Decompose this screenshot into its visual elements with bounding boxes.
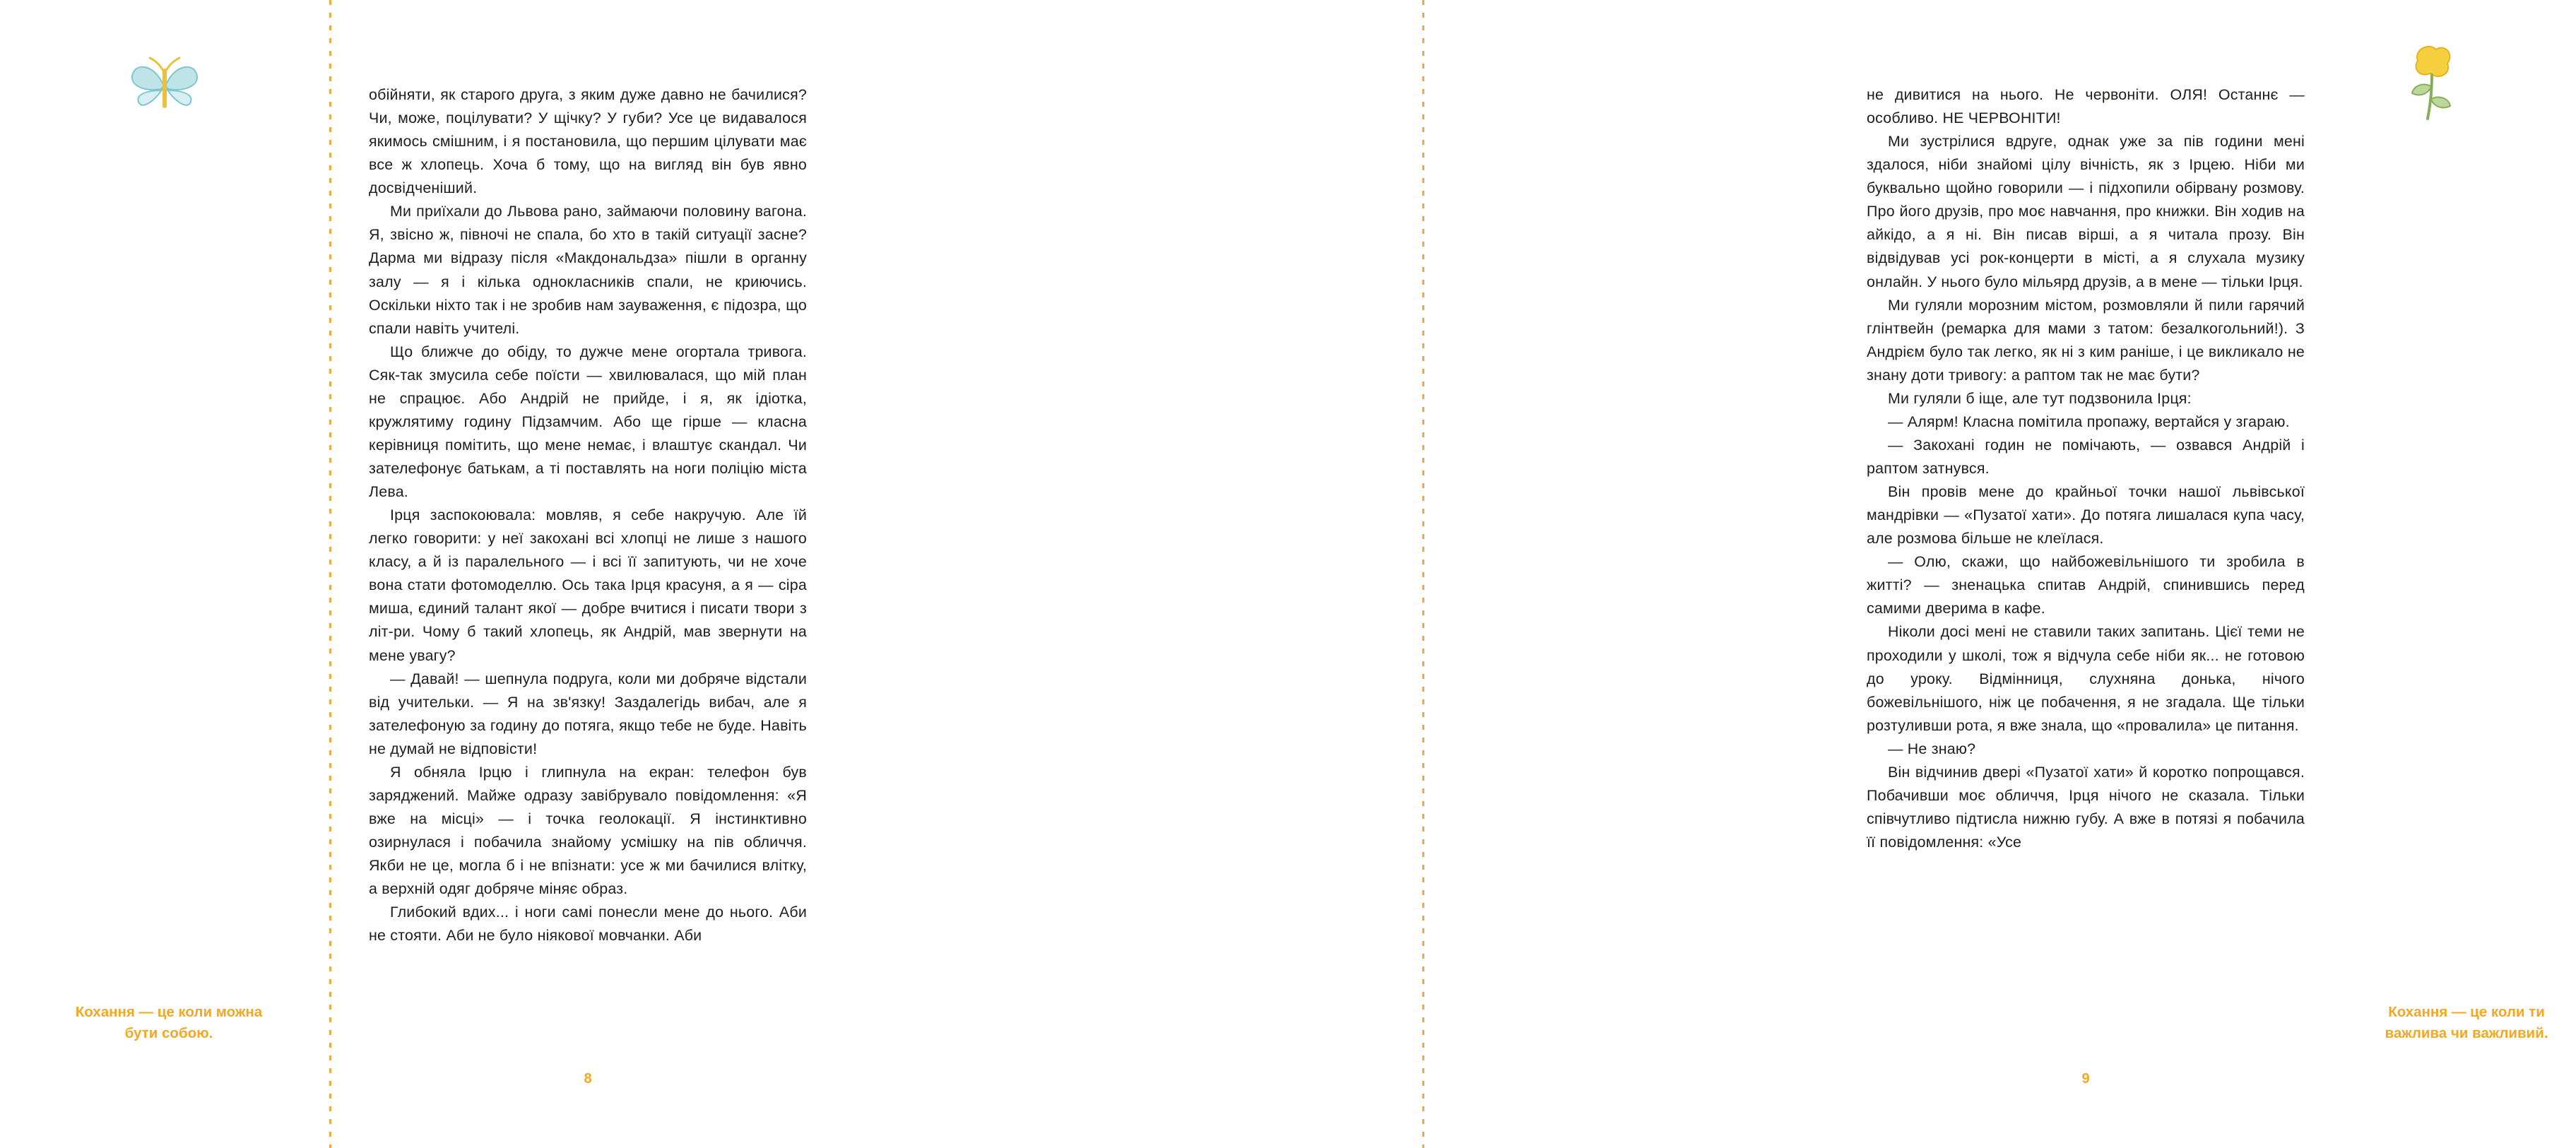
paragraph: Ми гуляли морозним містом, розмовляли й пили гарячий глінтвейн (ремарка для мами з татом: безалкогольний!). З Андрієм було так легко, як ні з ким раніше, і це викликало не знану доти тривогу: а раптом так не має бути? xyxy=(1867,296,2305,384)
butterfly-icon xyxy=(119,41,211,133)
paragraph: — Алярм! Класна помітила пропажу, вертайся у згараю. xyxy=(1888,413,2290,430)
paragraph: не дивитися на нього. Не червоніти. ОЛЯ! Останнє — особливо. НЕ ЧЕРВОНІТИ! xyxy=(1867,86,2305,127)
left-margin-column xyxy=(0,0,329,1148)
sidebar-quote-right: Кохання — це коли ти важлива чи важливий. xyxy=(2385,1004,2548,1041)
sidebar-quote-left: Кохання — це коли можна бути собою. xyxy=(75,1004,263,1041)
paragraph: Він відчинив двері «Пузатої хати» й коротко попрощався. Побачивши моє обличчя, Ірця нічого не сказала. Тільки співчутливо підтисла нижню губу. А вже в потязі я побачила її повідомлення: «Усе xyxy=(1867,763,2305,851)
paragraph: обійняти, як старого друга, з яким дуже давно не бачилися? Чи, може, поцілувати? У щічку? У губи? Усе це видавалося якимось смішним, і я постановила, що першим цілувати має все ж хлопець. Хоча б тому, що на вигляд він був явно досвідченіший. xyxy=(369,86,807,197)
paragraph: Я обняла Ірцю і глипнула на екран: телефон був заряджений. Майже одразу завібрувало повідомлення: «Я вже на місці» — і точка геолокації. Я інстинктивно озирнулася і побачила знайому усмішку на пів обличчя. Якби не це, могла б і не впізнати: усе ж ми бачилися влітку, а верхній одяг добряче міняє образ. xyxy=(369,763,807,898)
page-number-left: 8 xyxy=(584,1071,592,1087)
paragraph: Ірця заспокоювала: мовляв, я себе накручую. Але їй легко говорити: у неї закохані всі хлопці не лише з нашого класу, а й із паралельного — і всі її запитують, чи не хоче вона стати фотомоделлю. Ось така Ірця красуня, а я — сіра миша, єдиний талант якої — добре вчитися і писати твори з літ-ри. Чому б такий хлопець, як Андрій, мав звернути на мене увагу? xyxy=(369,507,807,664)
paragraph: — Не знаю? xyxy=(1888,740,1976,757)
paragraph: Він провів мене до крайньої точки нашої львівської мандрівки — «Пузатої хати». До потяга лишалася купа часу, але розмова більше не клеїлася. xyxy=(1867,483,2305,548)
page-number-right: 9 xyxy=(2081,1071,2090,1087)
page-left xyxy=(0,0,876,1148)
paragraph: Ми зустрілися вдруге, однак уже за пів години мені здалося, ніби знайомі цілу вічність, як з Ірцею. Ніби ми буквально щойно говорили — і підхопили обірвану розмову. Про його друзів, про моє навчання, про книжки. Він ходив на айкідо, а я ні. Він писав вірші, а я читала прозу. Він відвідував усі рок-концерти в місті, а я слухала музику онлайн. У нього було мільярд друзів, а в мене — тільки Ірця. xyxy=(1867,133,2305,290)
paragraph: Ми гуляли б іще, але тут подзвонила Ірця: xyxy=(1888,389,2192,407)
paragraph: Що ближче до обіду, то дужче мене огортала тривога. Сяк-так змусила себе поїсти — хвилювалася, що мій план не спрацює. Або Андрій не прийде, і я, як ідіотка, кружлятиму годину Підзамчим. Або ще гірше — класна керівниця помітить, що мене немає, і влаштує скандал. Чи зателефонує батькам, а ті поставлять на ноги поліцію міста Лева. xyxy=(369,343,807,501)
paragraph: Ми приїхали до Львова рано, займаючи половину вагона. Я, звісно ж, півночі не спала, бо хто в такій ситуації засне? Дарма ми відразу після «Макдональдза» пішли в органну залу — я і кілька однокласників спали, не криючись. Оскільки ніхто так і не зробив нам зауваження, є підозра, що спали навіть учителі. xyxy=(369,203,807,337)
right-text-column xyxy=(1867,83,2305,854)
left-text-column xyxy=(369,83,807,947)
paragraph: — Закохані годин не помічають, — озвався Андрій і раптом затнувся. xyxy=(1867,436,2305,477)
flower-icon xyxy=(2381,37,2473,129)
paragraph: — Олю, скажи, що найбожевільнішого ти зробила в житті? — зненацька спитав Андрій, спинившись перед самими дверима в кафе. xyxy=(1867,553,2305,617)
right-margin-column xyxy=(1423,0,1752,1148)
paragraph: Ніколи досі мені не ставили таких запитань. Цієї теми не проходили у школі, тож я відчула себе ніби як... не готовою до уроку. Відмінниця, слухняна донька, нічого божевільнішого, ніж це побачення, я не згадала. Ще тільки розтуливши рота, я вже знала, що «провалила» це питання. xyxy=(1867,623,2305,734)
paragraph: Глибокий вдих... і ноги самі понесли мене до нього. Аби не стояти. Аби не було ніякової мовчанки. Аби xyxy=(369,904,807,945)
page-right xyxy=(876,0,2548,1148)
paragraph: — Давай! — шепнула подруга, коли ми добряче відстали від учительки. — Я на зв'язку! Заздалегідь вибач, але я зателефоную за годину до потяга, якщо тебе не буде. Навіть не думай не відповісти! xyxy=(369,670,807,757)
